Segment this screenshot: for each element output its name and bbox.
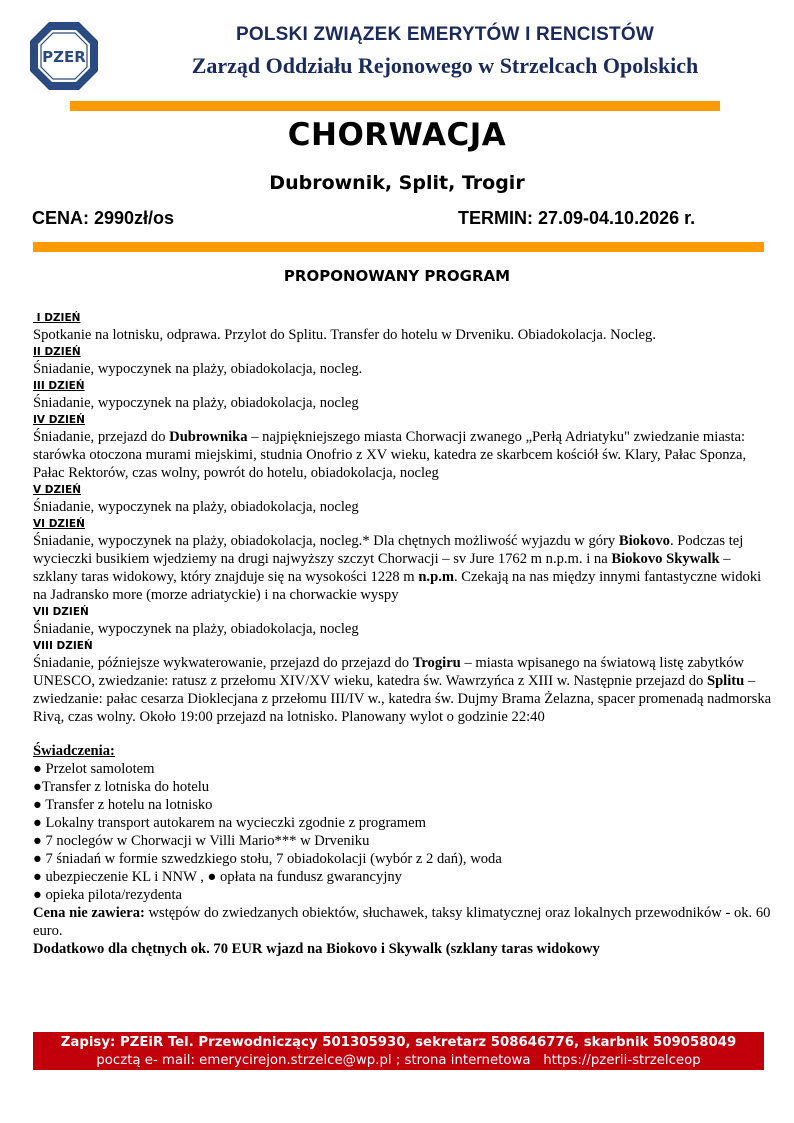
included-item: ● 7 śniadań w formie szwedzkiego stołu, 7 obiadokolacji (wybór z 2 dań), woda — [33, 851, 502, 867]
contact-footer — [33, 1032, 764, 1070]
included-item: ● Transfer z hotelu na lotnisko — [33, 797, 213, 813]
included-item: ● ubezpieczenie KL i NNW , ● opłata na fundusz gwarancyjny — [33, 869, 402, 885]
text-bold: Biokovo — [618, 533, 670, 549]
day-label: VII DZIEŃ — [33, 606, 89, 618]
text-part: – zwiedzanie: pałac cesarza Dioklecjana z przełomu III/IV w., katedra św. Dujmy Brama Żelazna, spacer promenadą nadmorska Rivą, czas wolny. Około 19:00 przejazd na lotnisko. Planowany wylot o godzinie 22:40 — [33, 673, 772, 725]
day-label: I DZIEŃ — [33, 312, 81, 324]
included-item: ● Przelot samolotem — [33, 761, 155, 777]
program-content — [33, 310, 773, 958]
included-item: ●Transfer z lotniska do hotelu — [33, 779, 210, 795]
day-label: II DZIEŃ — [33, 346, 81, 358]
trip-price: CENA: 2990zł/os — [32, 208, 175, 228]
text-part: Śniadanie, przejazd do — [33, 429, 170, 445]
logo-text: PZER — [42, 48, 86, 66]
day-text — [33, 654, 773, 726]
day-text: Śniadanie, wypoczynek na plaży, obiadokolacja, nocleg — [33, 395, 359, 411]
footer-email-line[interactable]: pocztą e- mail: emerycirejon.strzelce@wp.pl ; strona internetowa https://pzerii-strzelceop — [96, 1053, 701, 1068]
day-label: V DZIEŃ — [33, 484, 81, 496]
orange-divider-middle — [33, 242, 764, 252]
excluded-text: wstępów do zwiedzanych obiektów, słuchawek, taksy klimatycznej oraz lokalnych przewodników - ok. 60 euro. — [33, 905, 771, 939]
trip-term: TERMIN: 27.09-04.10.2026 r. — [458, 208, 696, 228]
spacer — [33, 726, 773, 742]
organization-subtitle: Zarząd Oddziału Rejonowego w Strzelcach Opolskich — [191, 53, 699, 78]
excluded-note — [33, 904, 773, 940]
text-bold: Dubrownika — [169, 429, 248, 445]
included-title: Świadczenia: — [33, 743, 115, 759]
text-bold: n.p.m — [418, 569, 454, 585]
included-item: ● 7 noclegów w Chorwacji w Villi Mario*** w Drveniku — [33, 833, 370, 849]
extra-note: Dodatkowo dla chętnych ok. 70 EUR wjazd na Biokovo i Skywalk (szklany taras widokowy — [33, 941, 600, 957]
text-part: Śniadanie, wypoczynek na plaży, obiadokolacja, nocleg.* Dla chętnych możliwość wyjazdu w góry — [33, 533, 619, 549]
text-part: Śniadanie, późniejsze wykwaterowanie, przejazd do przejazd do — [33, 655, 413, 671]
day-label: III DZIEŃ — [33, 380, 85, 392]
text-part: – najpiękniejszego miasta Chorwacji zwanego „Perłą Adriatyku" zwiedzanie miasta: starówka otoczona murami miejskimi, studnia Onofrio z XV wieku, katedra ze skarbcem kościół św. Klary, Pałac Sponza, Pałac Rektorów, czas wolny, powrót do hotelu, obiadokolacja, nocleg — [33, 429, 747, 481]
day-text: Śniadanie, wypoczynek na plaży, obiadokolacja, nocleg — [33, 499, 359, 515]
text-part: . Czekają na nas między innymi fantastyczne widoki na Jadransko more (morze adriatyckie) i na chorwackie wyspy — [33, 569, 762, 603]
text-bold: Trogiru — [412, 655, 461, 671]
footer-phone-line: Zapisy: PZEiR Tel. Przewodniczący 501305930, sekretarz 508646776, skarbnik 509058049 — [60, 1035, 737, 1050]
day-text: Śniadanie, wypoczynek na plaży, obiadokolacja, nocleg — [33, 621, 359, 637]
text-part: . Podczas tej wycieczki busikiem wjedziemy na drugi najwyższy szczyt Chorwacji – sv Jure 1762 m n.p.m. i na — [33, 533, 744, 567]
program-title: PROPONOWANY PROGRAM — [283, 267, 511, 285]
organization-title: POLSKI ZWIĄZEK EMERYTÓW I RENCISTÓW — [236, 24, 654, 45]
day-text — [33, 428, 773, 482]
day-text: Spotkanie na lotnisku, odprawa. Przylot do Splitu. Transfer do hotelu w Drveniku. Obiadokolacja. Nocleg. — [33, 327, 656, 343]
day-text: Śniadanie, wypoczynek na plaży, obiadokolacja, nocleg. — [33, 361, 363, 377]
pzer-logo — [28, 20, 100, 92]
pzer-logo-octagon-icon — [28, 20, 100, 92]
orange-divider-top — [70, 101, 720, 111]
text-part: – szklany taras widokowy, który znajduje się na wysokości 1228 m — [33, 551, 731, 585]
trip-subtitle: Dubrownik, Split, Trogir — [269, 172, 525, 194]
day-label: IV DZIEŃ — [33, 414, 85, 426]
included-item: ● Lokalny transport autokarem na wycieczki zgodnie z programem — [33, 815, 426, 831]
day-text — [33, 532, 773, 604]
text-bold: Splitu — [706, 673, 745, 689]
day-label: VIII DZIEŃ — [33, 640, 93, 652]
excluded-label: Cena nie zawiera: — [33, 905, 145, 921]
text-bold: Biokovo Skywalk — [611, 551, 720, 567]
text-part: – miasta wpisanego na światową listę zabytków UNESCO, zwiedzanie: ratusz z przełomu XIV/XV wieku, katedra św. Wawrzyńca z XIII w. Następnie przejazd do — [33, 655, 745, 689]
trip-title: CHORWACJA — [287, 117, 507, 153]
included-item: ● opieka pilota/rezydenta — [33, 887, 183, 903]
day-label: VI DZIEŃ — [33, 518, 85, 530]
